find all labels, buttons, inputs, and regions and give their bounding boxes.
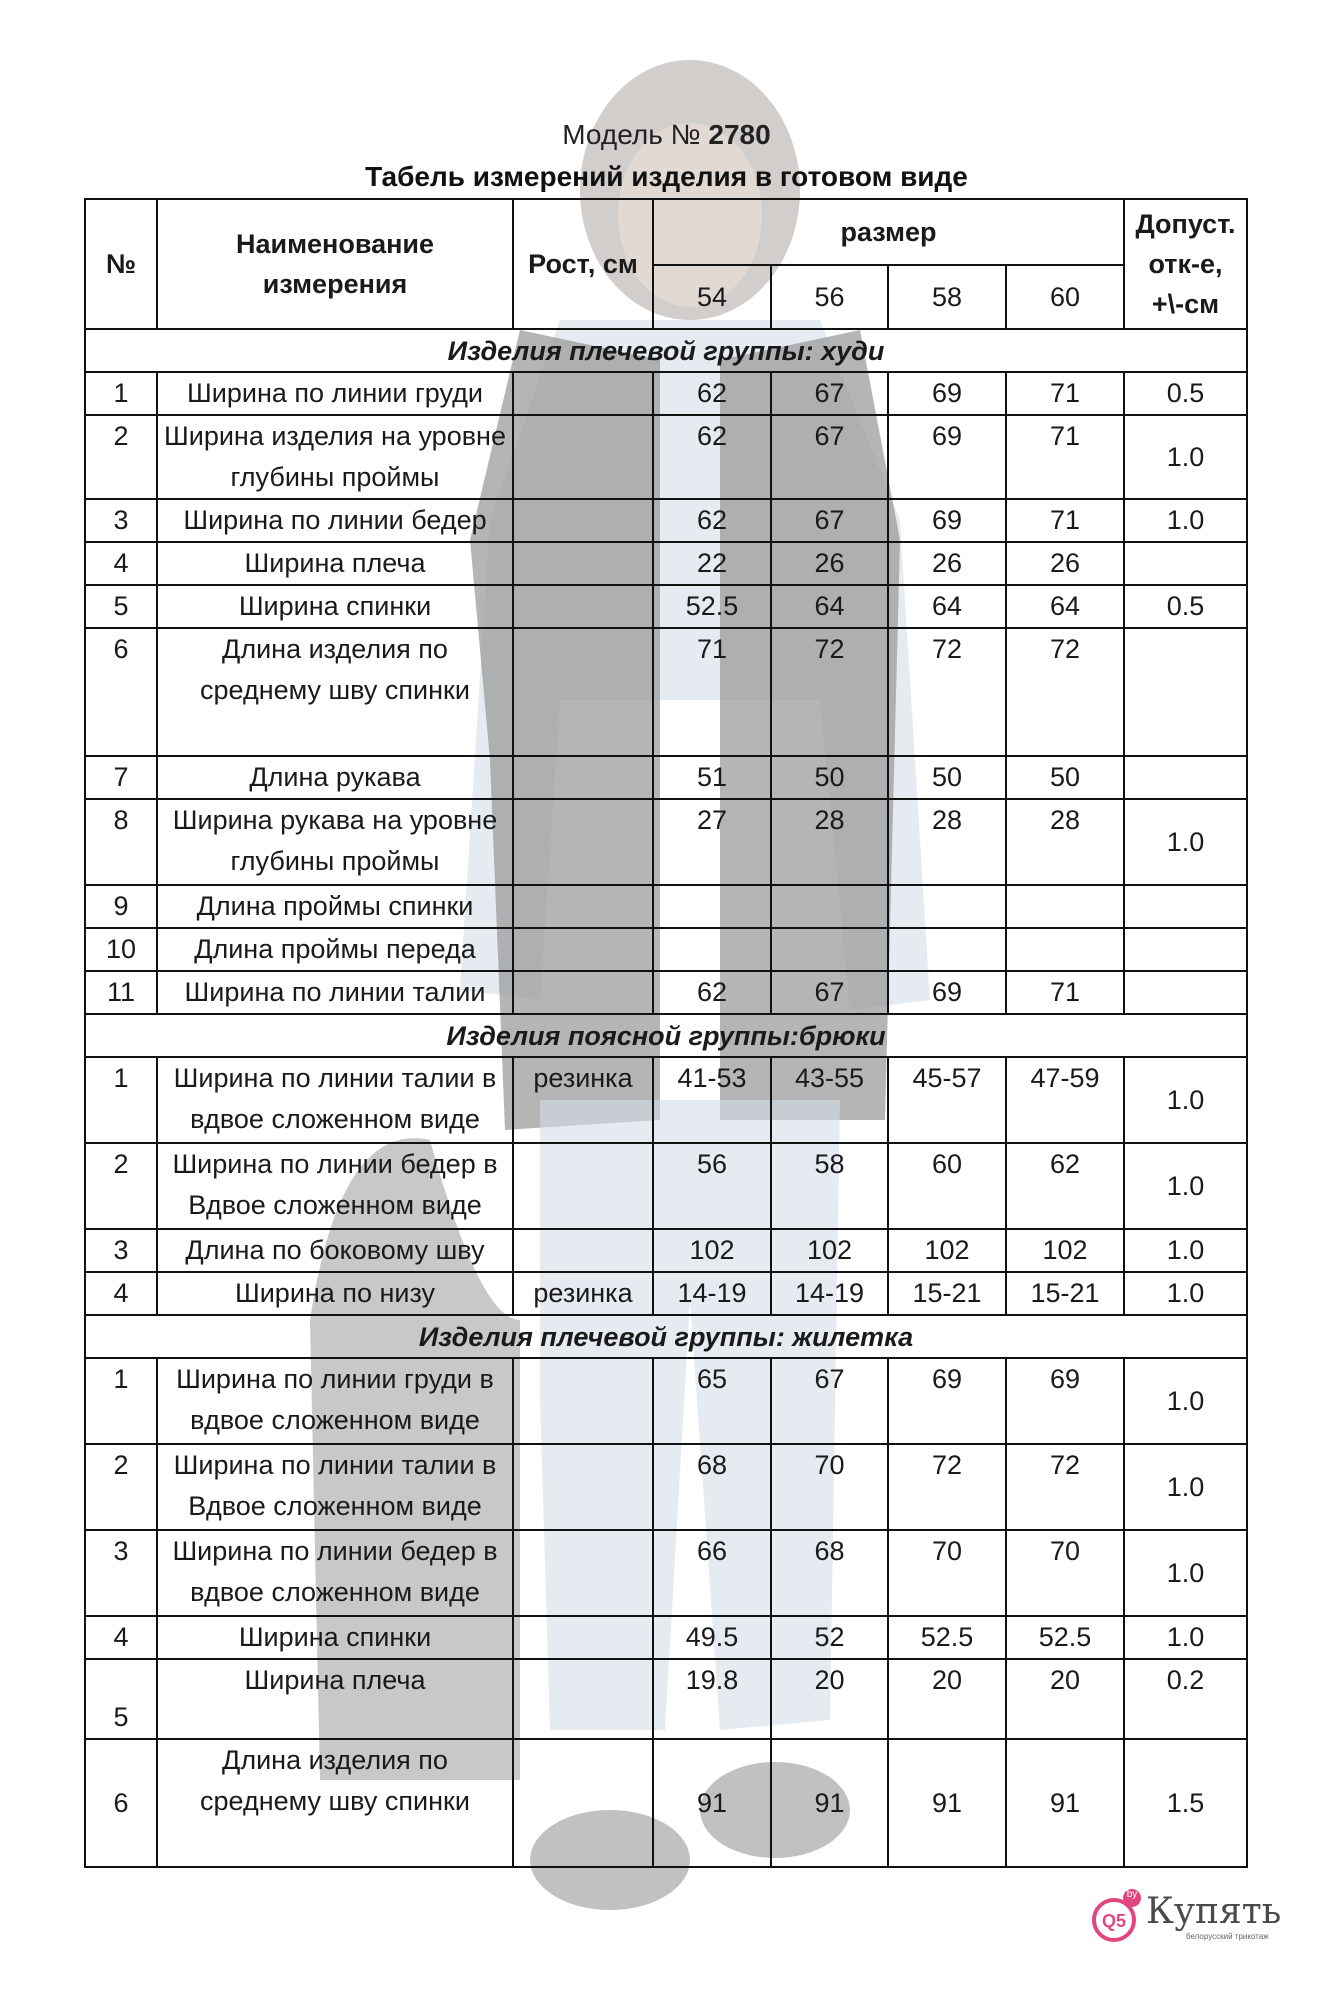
- table-row: [85, 628, 1247, 756]
- cell-num: 9: [85, 885, 157, 928]
- size-60: 60: [1006, 265, 1124, 329]
- section-row: [85, 1315, 1247, 1358]
- cell-num: 7: [85, 756, 157, 799]
- cell-name: Ширина по линии талии: [157, 971, 513, 1014]
- cell-size-value: [1006, 928, 1124, 971]
- cell-size-value: 91: [1006, 1739, 1124, 1867]
- table-row: [85, 415, 1247, 499]
- cell-size-value: 69: [888, 499, 1006, 542]
- cell-size-value: 91: [653, 1739, 771, 1867]
- cell-size-value: 26: [1006, 542, 1124, 585]
- cell-name: Ширина по линии бедер: [157, 499, 513, 542]
- table-row: [85, 585, 1247, 628]
- cell-tolerance: 1.0: [1124, 1530, 1247, 1616]
- cell-name: Ширина по линии бедер в Вдвое сложенном виде: [157, 1143, 513, 1229]
- cell-size-value: 47-59: [1006, 1057, 1124, 1143]
- cell-size-value: 64: [1006, 585, 1124, 628]
- cell-size-value: 68: [653, 1444, 771, 1530]
- cell-name: Ширина плеча: [157, 542, 513, 585]
- cell-size-value: [888, 885, 1006, 928]
- col-head-name: Наименование измерения: [157, 199, 513, 329]
- cell-size-value: 19.8: [653, 1659, 771, 1739]
- cell-name: Ширина по линии талии в Вдвое сложенном виде: [157, 1444, 513, 1530]
- cell-num: 2: [85, 415, 157, 499]
- cell-size-value: 71: [1006, 415, 1124, 499]
- cell-tolerance: 0.5: [1124, 585, 1247, 628]
- logo-badge: by: [1126, 1889, 1138, 1900]
- cell-tolerance: 1.0: [1124, 1272, 1247, 1315]
- cell-size-value: 22: [653, 542, 771, 585]
- cell-size-value: 20: [888, 1659, 1006, 1739]
- cell-name: Ширина по линии груди в вдвое сложенном виде: [157, 1358, 513, 1444]
- cell-name: Ширина по линии бедер в вдвое сложенном виде: [157, 1530, 513, 1616]
- col-head-num: №: [85, 199, 157, 329]
- svg-text:Q5: Q5: [1101, 1911, 1127, 1931]
- cell-size-value: 28: [1006, 799, 1124, 885]
- cell-num: 5: [85, 585, 157, 628]
- cell-num: 11: [85, 971, 157, 1014]
- cell-size-value: 70: [1006, 1530, 1124, 1616]
- logo-brand: Купять: [1146, 1891, 1282, 1932]
- cell-tolerance: [1124, 542, 1247, 585]
- cell-tolerance: 1.0: [1124, 1358, 1247, 1444]
- table-row: [85, 885, 1247, 928]
- cell-size-value: 15-21: [1006, 1272, 1124, 1315]
- col-head-size: размер: [653, 199, 1124, 265]
- cell-size-value: 62: [653, 372, 771, 415]
- cell-size-value: 45-57: [888, 1057, 1006, 1143]
- cell-num: 10: [85, 928, 157, 971]
- cell-size-value: 62: [653, 415, 771, 499]
- cell-size-value: 62: [653, 971, 771, 1014]
- cell-size-value: 41-53: [653, 1057, 771, 1143]
- table-row: [85, 1659, 1247, 1739]
- cell-tolerance: 1.0: [1124, 1229, 1247, 1272]
- cell-size-value: 102: [771, 1229, 888, 1272]
- cell-num: 2: [85, 1143, 157, 1229]
- table-row: [85, 1229, 1247, 1272]
- logo-tagline: белорусский трикотаж: [1186, 1932, 1269, 1941]
- model-prefix: Модель №: [562, 119, 701, 150]
- cell-size-value: 102: [888, 1229, 1006, 1272]
- cell-tolerance: 0.5: [1124, 372, 1247, 415]
- size-56: 56: [771, 265, 888, 329]
- cell-num: 4: [85, 1616, 157, 1659]
- cell-size-value: 50: [1006, 756, 1124, 799]
- cell-num: 1: [85, 372, 157, 415]
- table-row: [85, 1272, 1247, 1315]
- cell-size-value: 26: [771, 542, 888, 585]
- section-row: [85, 1014, 1247, 1057]
- cell-tolerance: 1.0: [1124, 1616, 1247, 1659]
- cell-size-value: 50: [771, 756, 888, 799]
- cell-height: [513, 756, 653, 799]
- cell-size-value: 70: [888, 1530, 1006, 1616]
- cell-tolerance: [1124, 928, 1247, 971]
- cell-size-value: 26: [888, 542, 1006, 585]
- cell-name: Длина по боковому шву: [157, 1229, 513, 1272]
- cell-name: Ширина спинки: [157, 585, 513, 628]
- table-row: [85, 1143, 1247, 1229]
- cell-size-value: 66: [653, 1530, 771, 1616]
- table-row: [85, 499, 1247, 542]
- cell-size-value: 28: [771, 799, 888, 885]
- cell-height: [513, 885, 653, 928]
- cell-size-value: 49.5: [653, 1616, 771, 1659]
- size-54: 54: [653, 265, 771, 329]
- cell-size-value: 91: [771, 1739, 888, 1867]
- cell-height: [513, 542, 653, 585]
- cell-height: [513, 1739, 653, 1867]
- cell-name: Длина изделия по среднему шву спинки: [157, 1739, 513, 1867]
- cell-num: 8: [85, 799, 157, 885]
- cell-name: Длина проймы переда: [157, 928, 513, 971]
- cell-size-value: 69: [888, 971, 1006, 1014]
- cell-size-value: 52.5: [888, 1616, 1006, 1659]
- cell-tolerance: [1124, 756, 1247, 799]
- model-number: 2780: [708, 119, 771, 150]
- cell-size-value: 72: [1006, 1444, 1124, 1530]
- cell-size-value: 68: [771, 1530, 888, 1616]
- col-head-height: Рост, см: [513, 199, 653, 329]
- cell-size-value: 65: [653, 1358, 771, 1444]
- cell-size-value: 50: [888, 756, 1006, 799]
- cell-num: 1: [85, 1358, 157, 1444]
- cell-height: [513, 1358, 653, 1444]
- cell-num: 5: [85, 1659, 157, 1739]
- header-row: [85, 199, 1247, 265]
- cell-size-value: 102: [1006, 1229, 1124, 1272]
- section-title: Изделия плечевой группы: жилетка: [85, 1315, 1247, 1358]
- cell-size-value: 62: [653, 499, 771, 542]
- cell-height: [513, 415, 653, 499]
- cell-size-value: 52.5: [1006, 1616, 1124, 1659]
- cell-size-value: 67: [771, 372, 888, 415]
- section-title: Изделия плечевой группы: худи: [85, 329, 1247, 372]
- cell-num: 2: [85, 1444, 157, 1530]
- cell-size-value: 52.5: [653, 585, 771, 628]
- cell-size-value: 69: [888, 1358, 1006, 1444]
- table-row: [85, 1358, 1247, 1444]
- cell-height: [513, 1444, 653, 1530]
- table-row: [85, 756, 1247, 799]
- cell-size-value: 14-19: [653, 1272, 771, 1315]
- cell-num: 6: [85, 1739, 157, 1867]
- cell-height: [513, 585, 653, 628]
- cell-tolerance: 0.2: [1124, 1659, 1247, 1739]
- cell-size-value: [653, 928, 771, 971]
- cell-size-value: 56: [653, 1143, 771, 1229]
- kupyat-logo: [1090, 1886, 1300, 1946]
- table-row: [85, 1444, 1247, 1530]
- cell-tolerance: [1124, 628, 1247, 756]
- cell-size-value: 71: [1006, 372, 1124, 415]
- cell-height: [513, 1530, 653, 1616]
- cell-height: [513, 799, 653, 885]
- cell-height: резинка: [513, 1272, 653, 1315]
- cell-size-value: 71: [653, 628, 771, 756]
- cell-size-value: [653, 885, 771, 928]
- cell-name: Ширина по линии талии в вдвое сложенном виде: [157, 1057, 513, 1143]
- cell-num: 1: [85, 1057, 157, 1143]
- cell-num: 3: [85, 1530, 157, 1616]
- cell-size-value: 72: [888, 628, 1006, 756]
- cell-height: [513, 971, 653, 1014]
- cell-size-value: 71: [1006, 971, 1124, 1014]
- cell-height: [513, 1659, 653, 1739]
- cell-size-value: 14-19: [771, 1272, 888, 1315]
- cell-size-value: 64: [771, 585, 888, 628]
- cell-size-value: [771, 928, 888, 971]
- cell-size-value: 71: [1006, 499, 1124, 542]
- cell-size-value: 70: [771, 1444, 888, 1530]
- cell-size-value: 62: [1006, 1143, 1124, 1229]
- cell-height: резинка: [513, 1057, 653, 1143]
- cell-name: Ширина изделия на уровне глубины проймы: [157, 415, 513, 499]
- cell-size-value: 20: [1006, 1659, 1124, 1739]
- table-row: [85, 1616, 1247, 1659]
- cell-name: Длина изделия по среднему шву спинки: [157, 628, 513, 756]
- cell-size-value: 58: [771, 1143, 888, 1229]
- cell-tolerance: 1.0: [1124, 415, 1247, 499]
- cell-size-value: 20: [771, 1659, 888, 1739]
- table-row: [85, 1739, 1247, 1867]
- cell-tolerance: [1124, 885, 1247, 928]
- cell-tolerance: 1.0: [1124, 799, 1247, 885]
- size-58: 58: [888, 265, 1006, 329]
- cell-name: Ширина спинки: [157, 1616, 513, 1659]
- cell-size-value: 102: [653, 1229, 771, 1272]
- table-row: [85, 971, 1247, 1014]
- cell-num: 4: [85, 542, 157, 585]
- cell-name: Ширина плеча: [157, 1659, 513, 1739]
- section-row: [85, 329, 1247, 372]
- cell-name: Длина рукава: [157, 756, 513, 799]
- cell-tolerance: 1.5: [1124, 1739, 1247, 1867]
- cell-size-value: [1006, 885, 1124, 928]
- cell-name: Длина проймы спинки: [157, 885, 513, 928]
- measurement-table: [84, 198, 1248, 1868]
- cell-size-value: 69: [1006, 1358, 1124, 1444]
- cell-height: [513, 928, 653, 971]
- cell-size-value: 72: [1006, 628, 1124, 756]
- cell-height: [513, 372, 653, 415]
- cell-tolerance: 1.0: [1124, 499, 1247, 542]
- cell-size-value: 67: [771, 971, 888, 1014]
- cell-height: [513, 1616, 653, 1659]
- cell-size-value: 91: [888, 1739, 1006, 1867]
- cell-size-value: 72: [888, 1444, 1006, 1530]
- cell-size-value: 43-55: [771, 1057, 888, 1143]
- table-row: [85, 928, 1247, 971]
- cell-name: Ширина по низу: [157, 1272, 513, 1315]
- cell-num: 3: [85, 499, 157, 542]
- cell-height: [513, 628, 653, 756]
- cell-size-value: 69: [888, 372, 1006, 415]
- cell-tolerance: 1.0: [1124, 1057, 1247, 1143]
- cell-name: Ширина рукава на уровне глубины проймы: [157, 799, 513, 885]
- cell-size-value: [888, 928, 1006, 971]
- cell-size-value: 67: [771, 415, 888, 499]
- cell-size-value: 64: [888, 585, 1006, 628]
- cell-size-value: 27: [653, 799, 771, 885]
- cell-size-value: 67: [771, 1358, 888, 1444]
- col-head-tolerance: Допуст. отк-е, +\-см: [1124, 199, 1247, 329]
- cell-tolerance: 1.0: [1124, 1143, 1247, 1229]
- table-row: [85, 542, 1247, 585]
- cell-tolerance: [1124, 971, 1247, 1014]
- cell-size-value: 67: [771, 499, 888, 542]
- table-row: [85, 1057, 1247, 1143]
- cell-name: Ширина по линии груди: [157, 372, 513, 415]
- cell-size-value: 69: [888, 415, 1006, 499]
- cell-height: [513, 499, 653, 542]
- section-title: Изделия поясной группы:брюки: [85, 1014, 1247, 1057]
- model-line: [0, 118, 1333, 152]
- table-row: [85, 799, 1247, 885]
- cell-tolerance: 1.0: [1124, 1444, 1247, 1530]
- cell-num: 6: [85, 628, 157, 756]
- cell-size-value: 15-21: [888, 1272, 1006, 1315]
- cell-size-value: 28: [888, 799, 1006, 885]
- table-row: [85, 1530, 1247, 1616]
- cell-num: 4: [85, 1272, 157, 1315]
- cell-size-value: 52: [771, 1616, 888, 1659]
- document-title: Табель измерений изделия в готовом виде: [365, 161, 968, 192]
- cell-size-value: 51: [653, 756, 771, 799]
- cell-num: 3: [85, 1229, 157, 1272]
- cell-height: [513, 1143, 653, 1229]
- cell-size-value: 60: [888, 1143, 1006, 1229]
- cell-height: [513, 1229, 653, 1272]
- table-row: [85, 372, 1247, 415]
- cell-size-value: [771, 885, 888, 928]
- cell-size-value: 72: [771, 628, 888, 756]
